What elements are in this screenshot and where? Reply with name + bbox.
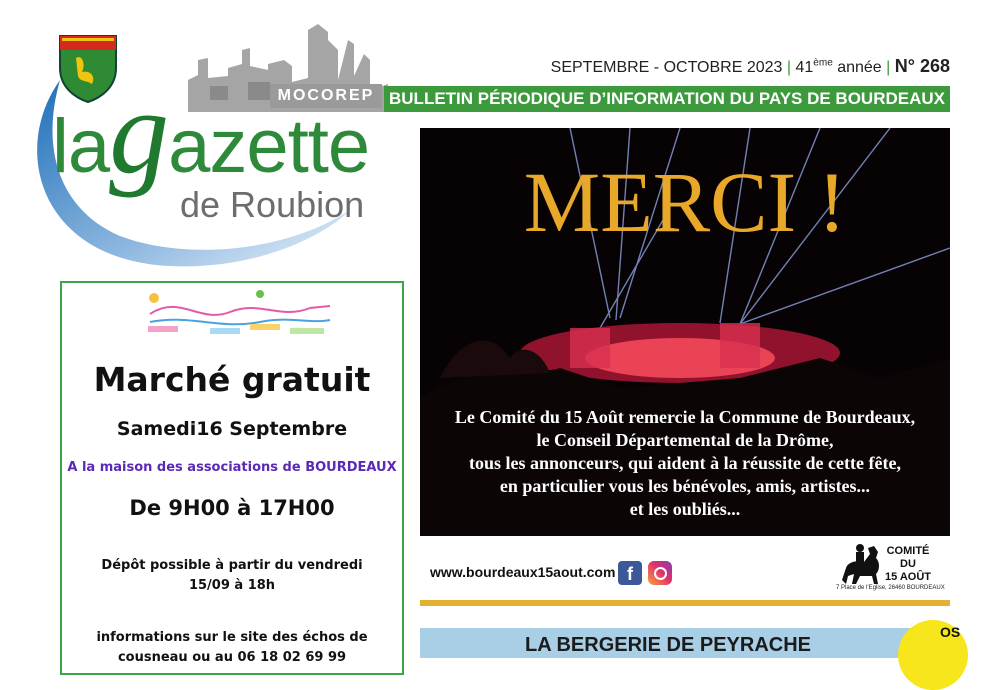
issue-number: N° 268: [894, 56, 950, 76]
website-link[interactable]: www.bourdeaux15aout.com: [430, 564, 616, 580]
facebook-icon[interactable]: f: [618, 561, 642, 585]
issue-period: SEPTEMBRE - OCTOBRE 2023: [550, 59, 783, 76]
title-g: g: [109, 65, 169, 198]
bergerie-heading: LA BERGERIE DE PEYRACHE: [420, 628, 916, 658]
thanks-line: le Conseil Départemental de la Drôme,: [536, 430, 834, 450]
marche-hours: De 9H00 à 17H00: [129, 496, 335, 520]
publication-subtitle: de Roubion: [180, 184, 365, 225]
comite-logo-text: [880, 545, 936, 584]
thanks-line: en particulier vous les bénévoles, amis, artistes...: [499, 476, 871, 496]
marche-info: [62, 628, 402, 668]
issue-year-sup: ème: [813, 57, 833, 69]
instagram-icon[interactable]: [648, 561, 672, 585]
marche-date: Samedi16 Septembre: [116, 418, 348, 440]
marche-title: Marché gratuit: [93, 360, 371, 399]
title-la: la: [52, 104, 110, 189]
marche-place: A la maison des associations de BOURDEAUX: [67, 460, 397, 475]
comite-line: DU: [900, 558, 916, 570]
horse-rider-icon: [838, 540, 884, 588]
info-line: informations sur le site des échos de: [96, 630, 368, 645]
thanks-text: [420, 406, 950, 521]
sticker-text: OS: [940, 624, 961, 640]
info-line: cousneau ou au 06 18 02 69 99: [117, 650, 347, 665]
issue-year-number: 41: [795, 59, 814, 76]
title-rest: azette: [168, 104, 370, 189]
association-label: MOCOREP: [270, 84, 382, 108]
bulletin-banner: BULLETIN PÉRIODIQUE D’INFORMATION DU PAYS DE BOURDEAUX: [384, 86, 950, 112]
comite-line: COMITÉ: [886, 545, 930, 557]
section-divider: [420, 600, 950, 606]
comite-address: 7 Place de l’Eglise, 26460 BOURDEAUX: [836, 585, 945, 591]
publication-title: [52, 65, 370, 198]
fete-logo-icon: [140, 284, 340, 344]
comite-line: 15 AOÛT: [884, 571, 932, 583]
marche-depot: [62, 556, 402, 596]
thanks-line: Le Comité du 15 Août remercie la Commune de Bourdeaux,: [454, 407, 916, 427]
merci-headline: MERCI !: [523, 154, 847, 250]
thanks-line: tous les annonceurs, qui aident à la réussite de cette fête,: [469, 453, 901, 473]
depot-line: Dépôt possible à partir du vendredi: [101, 558, 363, 573]
issue-info: SEPTEMBRE - OCTOBRE 2023 | 41ème année | N° 268: [550, 56, 950, 76]
thanks-line: et les oubliés...: [629, 499, 741, 519]
depot-line: 15/09 à 18h: [188, 578, 276, 593]
issue-year-word: année: [837, 59, 882, 76]
